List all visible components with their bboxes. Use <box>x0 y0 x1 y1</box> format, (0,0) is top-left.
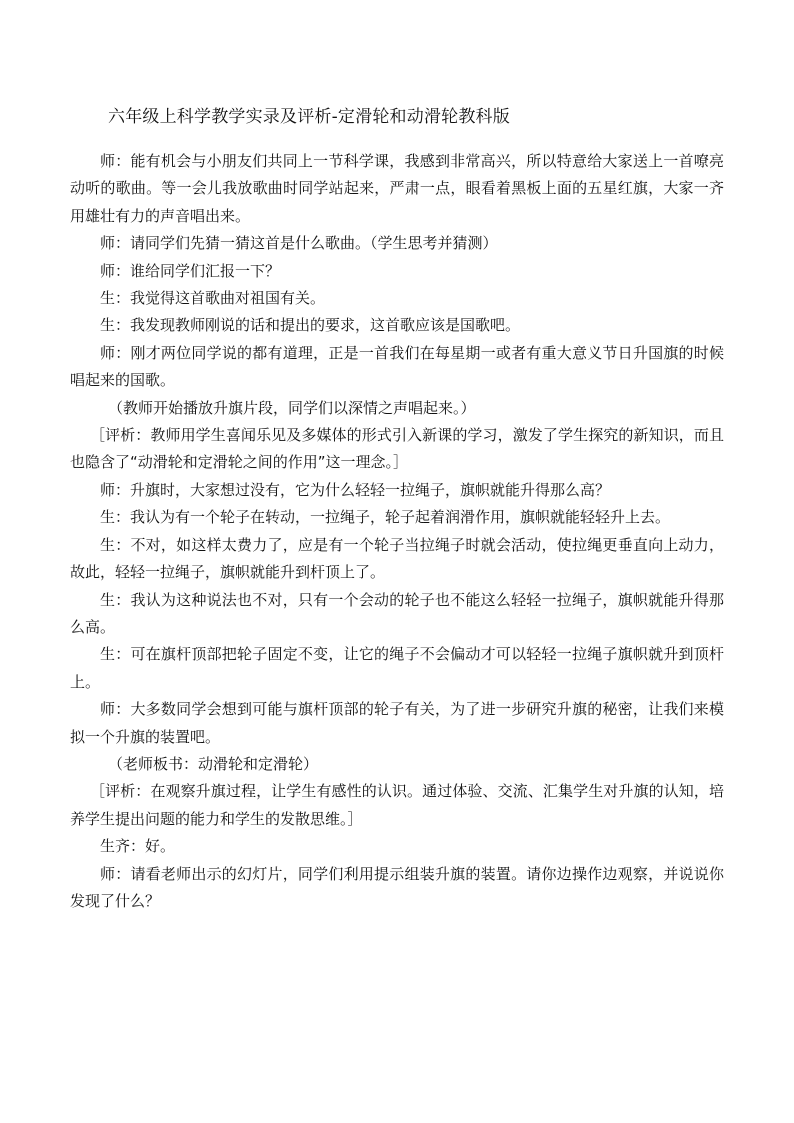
document-title: 六年级上科学教学实录及评析-定滑轮和动滑轮教科版 <box>108 107 510 127</box>
paragraph-student-disagree: 生：我认为这种说法也不对，只有一个会动的轮子也不能这么轻轻一拉绳子，旗帜就能升得那么高。 <box>70 590 724 636</box>
paragraph-teacher-model: 师：大多数同学会想到可能与旗杆顶部的轮子有关，为了进一步研究升旗的秘密，让我们来模拟一个升旗的装置吧。 <box>70 700 724 746</box>
paragraph-student-fixed-wheel: 生：可在旗杆顶部把轮子固定不变，让它的绳子不会偏动才可以轻轻一拉绳子旗帜就升到顶杆上。 <box>70 645 724 691</box>
paragraph-student-motherland: 生：我觉得这首歌曲对祖国有关。 <box>100 289 326 308</box>
paragraph-teacher-confirm: 师：刚才两位同学说的都有道理，正是一首我们在每星期一或者有重大意义节日升国旗的时候唱起来的国歌。 <box>70 343 724 390</box>
paragraph-student-anthem: 生：我发现教师刚说的话和提出的要求，这首歌应该是国歌吧。 <box>100 316 521 335</box>
paragraph-aside-board: （老师板书：动滑轮和定滑轮） <box>108 754 319 773</box>
paragraph-comment-1: ［评析：教师用学生喜闻乐见及多媒体的形式引入新课的学习，激发了学生探究的新知识，而且也隐含了“动滑轮和定滑轮之间的作用”这一理念。］ <box>70 426 724 472</box>
paragraph-student-wheel-turning: 生：我认为有一个轮子在转动，一拉绳子，轮子起着润滑作用，旗帜就能轻轻升上去。 <box>100 508 671 527</box>
paragraph-student-wheel-moving: 生：不对，如这样太费力了，应是有一个轮子当拉绳子时就会活动，使拉绳更垂直向上动力，故此，轻轻一拉绳子，旗帜就能升到杆顶上了。 <box>70 535 724 582</box>
paragraph-teacher-question: 师：升旗时，大家想过没有，它为什么轻轻一拉绳子，旗帜就能升得那么高？ <box>100 480 611 499</box>
paragraph-teacher-slides: 师：请看老师出示的幻灯片，同学们利用提示组装升旗的装置。请你边操作边观察，并说说你发现了什么？ <box>70 864 724 910</box>
paragraph-students-agree: 生齐：好。 <box>100 837 176 856</box>
paragraph-comment-2: ［评析：在观察升旗过程，让学生有感性的认识。通过体验、交流、汇集学生对升旗的认知，培养学生提出问题的能力和学生的发散思维。］ <box>70 782 724 828</box>
document-body <box>70 148 724 915</box>
paragraph-teacher-guess: 师：请同学们先猜一猜这首是什么歌曲。（学生思考并猜测） <box>100 234 498 253</box>
paragraph-aside-play: （教师开始播放升旗片段，同学们以深情之声唱起来。） <box>108 398 476 417</box>
paragraph-teacher-intro: 师：能有机会与小朋友们共同上一节科学课，我感到非常高兴，所以特意给大家送上一首嘹亮动听的歌曲。等一会儿我放歌曲时同学站起来，严肃一点，眼看着黑板上面的五星红旗，大家一齐用雄壮有力的声音唱出来。 <box>70 152 724 225</box>
paragraph-teacher-report: 师：谁给同学们汇报一下？ <box>100 261 281 280</box>
